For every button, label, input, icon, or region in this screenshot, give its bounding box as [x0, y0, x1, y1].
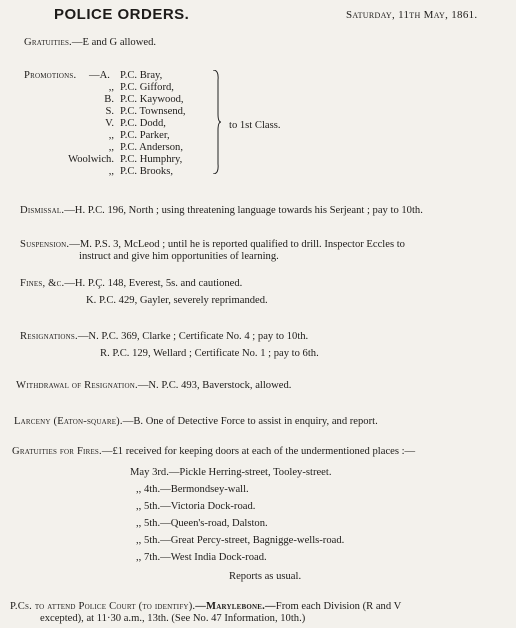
police-court-heading: P.Cs. to attend Police Court (to identify). [10, 601, 196, 612]
fines-text: —H. P.Ç. 148, Everest, 5s. and cautioned. [64, 278, 243, 289]
larceny-heading: Larceny (Eaton-square). [14, 416, 123, 427]
promotion-prefix: ,, [108, 166, 114, 177]
fires-footer: Reports as usual. [229, 571, 302, 582]
fires-text: —£1 received for keeping doors at each of the undermentioned places :— [101, 446, 416, 457]
fines-text-second: K. P.C. 429, Gayler, severely reprimanded. [86, 295, 268, 306]
suspension-text: —M. P.S. 3, McLeod ; until he is reported qualified to drill. Inspector Eccles to [69, 239, 405, 250]
resignations-text-second: R. P.C. 129, Wellard ; Certificate No. 1 ; pay to 6th. [100, 348, 319, 359]
gratuities-text: —E and G allowed. [71, 37, 157, 48]
promotion-prefix: B. [104, 94, 114, 105]
promotion-name: P.C. Dodd, [120, 118, 166, 129]
larceny-entry [14, 416, 378, 428]
withdrawal-entry [16, 380, 291, 392]
page-title: POLICE ORDERS. [54, 6, 190, 23]
promotion-name: P.C. Gifford, [120, 82, 174, 93]
promotion-name: P.C. Anderson, [120, 142, 183, 153]
promotion-name: P.C. Kaywood, [120, 94, 184, 105]
promotion-outcome: to 1st Class. [229, 120, 281, 131]
resignations-text: —N. P.C. 369, Clarke ; Certificate No. 4 ; pay to 10th. [77, 331, 309, 342]
fire-item: ,, 5th.—Great Percy-street, Bagnigge-wells-road. [136, 535, 345, 546]
promotion-prefix: ,, [108, 130, 114, 141]
gratuities-heading: Gratuities. [24, 37, 72, 48]
police-court-text-continued: excepted), at 11·30 a.m., 13th. (See No. 47 Information, 10th.) [40, 613, 306, 624]
suspension-heading: Suspension. [20, 239, 70, 250]
promotion-prefix: V. [105, 118, 114, 129]
promotion-name: P.C. Bray, [120, 70, 163, 81]
promotion-prefix: ,, [108, 142, 114, 153]
dismissal-entry [20, 205, 423, 217]
fire-item: ,, 5th.—Queen's-road, Dalston. [136, 518, 268, 529]
issue-date: Saturday, 11th May, 1861. [346, 9, 478, 21]
dismissal-heading: Dismissal. [20, 205, 65, 216]
withdrawal-heading: Withdrawal of Resignation. [16, 380, 138, 391]
fire-item: ,, 7th.—West India Dock-road. [136, 552, 267, 563]
promotion-name: P.C. Townsend, [120, 106, 186, 117]
fire-item: ,, 5th.—Victoria Dock-road. [136, 501, 256, 512]
suspension-text-continued: instruct and give him opportunities of learning. [79, 251, 279, 262]
promotion-name: P.C. Humphry, [120, 154, 183, 165]
dismissal-text: —H. P.C. 196, North ; using threatening language towards his Serjeant ; pay to 10th. [64, 205, 423, 216]
larceny-text: —B. One of Detective Force to assist in enquiry, and report. [122, 416, 378, 427]
police-court-text: From each Division (R and V [275, 601, 402, 612]
withdrawal-text: —N. P.C. 493, Baverstock, allowed. [137, 380, 292, 391]
fines-heading: Fines, &c. [20, 278, 65, 289]
promotion-prefix: S. [105, 106, 114, 117]
right-brace-icon [213, 70, 221, 174]
fires-heading: Gratuities for Fires. [12, 446, 102, 457]
promotion-prefix: —A. [89, 70, 110, 81]
promotion-name: P.C. Parker, [120, 130, 170, 141]
promotion-name: P.C. Brooks, [120, 166, 173, 177]
resignations-heading: Resignations. [20, 331, 78, 342]
promotion-prefix: Woolwich. [68, 154, 114, 165]
promotions-heading: Promotions. [24, 70, 77, 81]
police-court-division: —Marylebone.— [195, 601, 276, 612]
promotion-prefix: ,, [108, 82, 114, 93]
fire-item: ,, 4th.—Bermondsey-wall. [136, 484, 249, 495]
fire-item: May 3rd.—Pickle Herring-street, Tooley-street. [130, 467, 332, 478]
gratuities-entry [24, 37, 156, 49]
